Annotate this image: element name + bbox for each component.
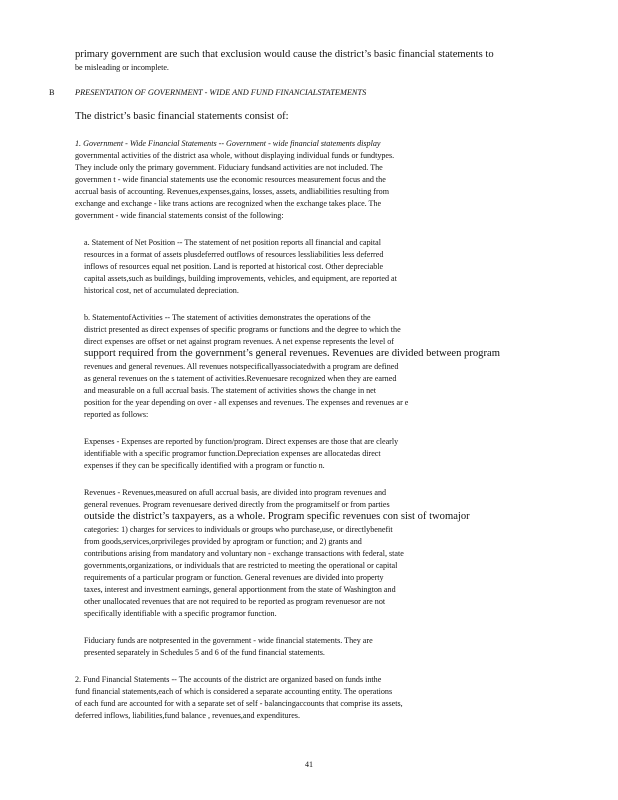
text-line: capital assets,such as buildings, building improvements, vehicles, and equipment, are reported at [84, 274, 397, 283]
subsection-heading: 2. Fund Financial Statements -- The accounts of the district are organized based on funds inthe [75, 675, 382, 684]
text-line: direct expenses are offset or net against program revenues. A net expense represents the level of [84, 337, 394, 346]
text-line: reported as follows: [84, 410, 149, 419]
text-line: governmen t - wide financial statements use the economic resources measurement focus and the [75, 175, 386, 184]
text-line: fund financial statements,each of which is considered a separate accounting entity. The operations [75, 687, 393, 696]
text-line: governments,organizations, or individuals that are restricted to meeting the operational or capital [84, 561, 398, 570]
text-line: historical cost, net of accumulated depreciation. [84, 286, 239, 295]
fiduciary-paragraph: Fiduciary funds are notpresented in the government - wide financial statements. They are [84, 636, 373, 645]
text-line: of each fund are accounted for with a separate set of self - balancingaccounts that comprise its assets, [75, 699, 403, 708]
text-line: specifically identifiable with a specific programor function. [84, 609, 277, 618]
text-line: expenses if they can be specifically identified with a program or functio n. [84, 461, 325, 470]
text-line: revenues and general revenues. All revenues notspecificallyassociatedwith a program are defined [84, 362, 399, 371]
revenues-paragraph: Revenues - Revenues,measured on afull accrual basis, are divided into program revenues and [84, 488, 387, 497]
text-line: contributions arising from mandatory and voluntary non - exchange transactions with federal, state [84, 549, 404, 558]
text-line: primary government are such that exclusion would cause the district’s basic financial statements to [75, 49, 494, 60]
text-line: support required from the government’s general revenues. Revenues are divided between program [84, 348, 500, 359]
text-line: presented separately in Schedules 5 and 6 of the fund financial statements. [84, 648, 325, 657]
text-line: government - wide financial statements consist of the following: [75, 211, 284, 220]
text-line: general revenues. Program revenuesare derived directly from the programitself or from parties [84, 500, 390, 509]
text-line: position for the year depending on over - all expenses and revenues. The expenses and revenues ar e [84, 398, 409, 407]
text-line: inflows of resources equal net position. Land is reported at historical cost. Other depreciable [84, 262, 384, 271]
page-number: 41 [305, 760, 313, 769]
text-line: from goods,services,orprivileges provided by aprogram or function; and 2) grants and [84, 537, 362, 546]
subsection-heading: 1. Government - Wide Financial Statements -- Government - wide financial statements display [75, 139, 381, 148]
text-line: The district’s basic financial statements consist of: [75, 111, 289, 122]
text-line: categories: 1) charges for services to individuals or groups who purchase,use, or directlybenefit [84, 525, 393, 534]
text-line: deferred inflows, liabilities,fund balance , revenues,and expenditures. [75, 711, 300, 720]
text-line: governmental activities of the district asa whole, without displaying individual funds or fundtypes. [75, 151, 395, 160]
section-heading: PRESENTATION OF GOVERNMENT - WIDE AND FUND FINANCIALSTATEMENTS [75, 88, 367, 97]
text-line: resources in a format of assets plusdeferred outflows of resources lessliabilities less deferred [84, 250, 384, 259]
text-line: accrual basis of accounting. Revenues,expenses,gains, losses, assets, andliabilities resulting from [75, 187, 390, 196]
text-line: taxes, interest and investment earnings, general apportionment from the state of Washington and [84, 585, 396, 594]
text-line: requirements of a particular program or function. General revenues are divided into property [84, 573, 384, 582]
text-line: as general revenues on the s tatement of activities.Revenuesare recognized when they are earned [84, 374, 397, 383]
text-line: be misleading or incomplete. [75, 63, 169, 72]
text-line: exchange and exchange - like trans actions are recognized when the exchange takes place. The [75, 199, 382, 208]
text-line: district presented as direct expenses of specific programs or functions and the degree to which the [84, 325, 401, 334]
item-b-heading: b. StatementofActivities -- The statement of activities demonstrates the operations of the [84, 313, 371, 322]
text-line: other unallocated revenues that are not required to be reported as program revenuesor are not [84, 597, 386, 606]
text-line: identifiable with a specific programor function.Depreciation expenses are allocatedas direct [84, 449, 381, 458]
text-line: They include only the primary government. Fiduciary fundsand activities are not included. The [75, 163, 383, 172]
expenses-paragraph: Expenses - Expenses are reported by function/program. Direct expenses are those that are clearly [84, 437, 399, 446]
text-line: outside the district’s taxpayers, as a whole. Program specific revenues con sist of twomajor [84, 511, 470, 522]
section-letter: B [49, 88, 55, 97]
item-a-heading: a. Statement of Net Position -- The statement of net position reports all financial and capital [84, 238, 381, 247]
text-line: and measurable on a full accrual basis. The statement of activities shows the change in net [84, 386, 377, 395]
